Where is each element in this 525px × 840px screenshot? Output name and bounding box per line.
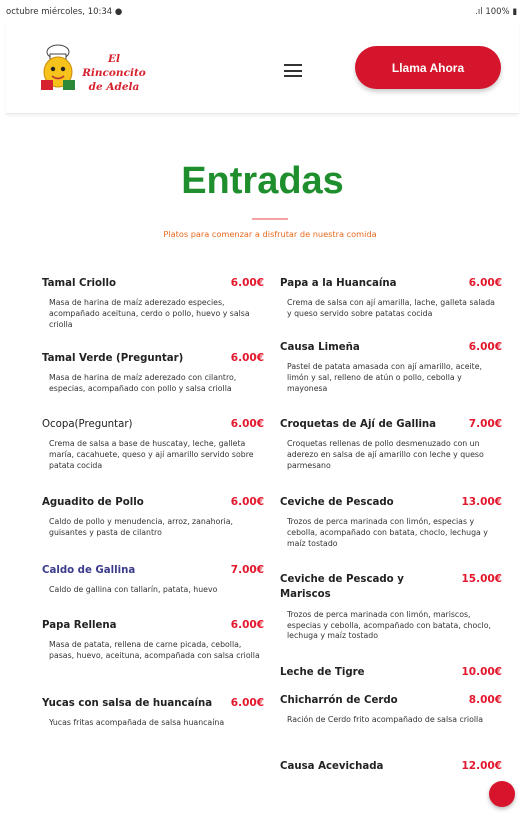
item-description: Caldo de pollo y menudencia, arroz, zanahoria, guisantes y pasta de cilantro <box>49 517 233 538</box>
restaurant-logo[interactable] <box>38 44 150 92</box>
menu-item <box>280 572 502 642</box>
logo-wordmark: El Rinconcito de Adela <box>82 53 146 94</box>
item-name: Causa Acevichada <box>280 761 384 772</box>
item-description: Pastel de patata amasada con ají amarillo, aceite, limón y sal, relleno de atún o pollo, cebolla y mayonesa <box>287 362 482 394</box>
menu-item <box>280 340 502 395</box>
item-price: 6.00€ <box>468 277 502 289</box>
item-description: Trozos de perca marinada con limón, especias y cebolla, acompañado con batata, choclo, lechuga y maíz tostado <box>287 517 488 549</box>
menu-item <box>280 417 502 472</box>
item-name: Papa a la Huancaína <box>280 278 397 289</box>
item-name: Tamal Criollo <box>42 278 117 289</box>
menu-item <box>42 276 264 331</box>
item-name: Ceviche de Pescado <box>280 497 394 508</box>
item-price: 13.00€ <box>461 496 502 508</box>
item-price: 15.00€ <box>461 573 502 585</box>
menu-item <box>42 563 264 596</box>
item-description: Masa de patata, rellena de carne picada, cebolla, pasas, huevo, aceituna, acompañada con salsa criolla <box>49 640 260 661</box>
status-time: octubre miércoles, 10:34 ● <box>6 7 123 17</box>
item-price: 12.00€ <box>461 760 502 772</box>
section-subtitle: Platos para comenzar a disfrutar de nuestra comida <box>163 229 377 239</box>
item-description: Caldo de gallina con tallarín, patata, huevo <box>49 585 218 595</box>
item-name: Ocopa(Preguntar) <box>42 419 133 430</box>
status-bar <box>0 0 525 22</box>
item-description: Masa de harina de maíz aderezado especies, acompañado aceituna, cerdo o pollo, huevo y salsa criolla <box>49 298 250 330</box>
menu-item <box>42 351 264 395</box>
menu-item <box>280 276 502 320</box>
menu-item <box>42 417 264 472</box>
item-name: Caldo de Gallina <box>42 565 136 576</box>
item-price: 6.00€ <box>468 341 502 353</box>
status-battery: .ıl 100% ▮ <box>475 7 517 17</box>
item-name: Yucas con salsa de huancaína <box>42 698 213 709</box>
menu-item <box>280 665 502 680</box>
item-name: Tamal Verde (Preguntar) <box>42 353 184 364</box>
item-name: Causa Limeña <box>280 342 360 353</box>
item-description: Crema de salsa con ají amarilla, lache, galleta salada y queso servido sobre patatas cocida <box>287 298 495 319</box>
item-price: 6.00€ <box>230 277 264 289</box>
item-name: Chicharrón de Cerdo <box>280 695 398 706</box>
item-description: Masa de harina de maíz aderezado con cilantro, especias, acompañado con pollo y salsa criolla <box>49 373 237 394</box>
menu-item <box>280 693 502 726</box>
item-name: Ceviche de Pescado y Mariscos <box>280 574 404 601</box>
title-divider <box>252 218 288 220</box>
item-price: 8.00€ <box>468 694 502 706</box>
item-price: 6.00€ <box>230 697 264 709</box>
item-name: Papa Rellena <box>42 620 117 631</box>
item-price: 7.00€ <box>230 564 264 576</box>
item-description: Croquetas rellenas de pollo desmenuzado con un aderezo en salsa de ají amarillo con leche y queso parmesano <box>287 439 484 471</box>
item-price: 6.00€ <box>230 619 264 631</box>
item-price: 6.00€ <box>230 496 264 508</box>
floating-action-button[interactable] <box>489 781 515 807</box>
page-title: Entradas <box>181 160 344 202</box>
menu-item <box>280 495 502 550</box>
item-price: 10.00€ <box>461 666 502 678</box>
menu-toggle-icon[interactable] <box>284 64 302 77</box>
item-description: Trozos de perca marinada con limón, mariscos, especias y cebolla, acompañado con batata, choclo, lechuga y maíz tostado <box>287 609 491 641</box>
item-name: Croquetas de Ají de Gallina <box>280 419 437 430</box>
item-description: Yucas fritas acompañada de salsa huancaína <box>49 718 225 728</box>
item-price: 7.00€ <box>468 418 502 430</box>
item-name: Leche de Tigre <box>280 667 365 678</box>
menu-item <box>42 495 264 539</box>
item-price: 6.00€ <box>230 418 264 430</box>
site-header <box>6 22 519 114</box>
menu-item <box>280 759 502 774</box>
call-now-button[interactable]: Llama Ahora <box>355 46 501 89</box>
menu-item <box>42 618 264 662</box>
item-price: 6.00€ <box>230 352 264 364</box>
item-name: Aguadito de Pollo <box>42 497 144 508</box>
chef-mascot-icon <box>38 44 78 92</box>
item-description: Ración de Cerdo frito acompañado de salsa criolla <box>287 715 483 725</box>
item-description: Crema de salsa a base de huscatay, leche, galleta maría, cacahuete, queso y ají amarillo servido sobre patata cocida <box>49 439 254 471</box>
menu-item <box>42 696 264 729</box>
